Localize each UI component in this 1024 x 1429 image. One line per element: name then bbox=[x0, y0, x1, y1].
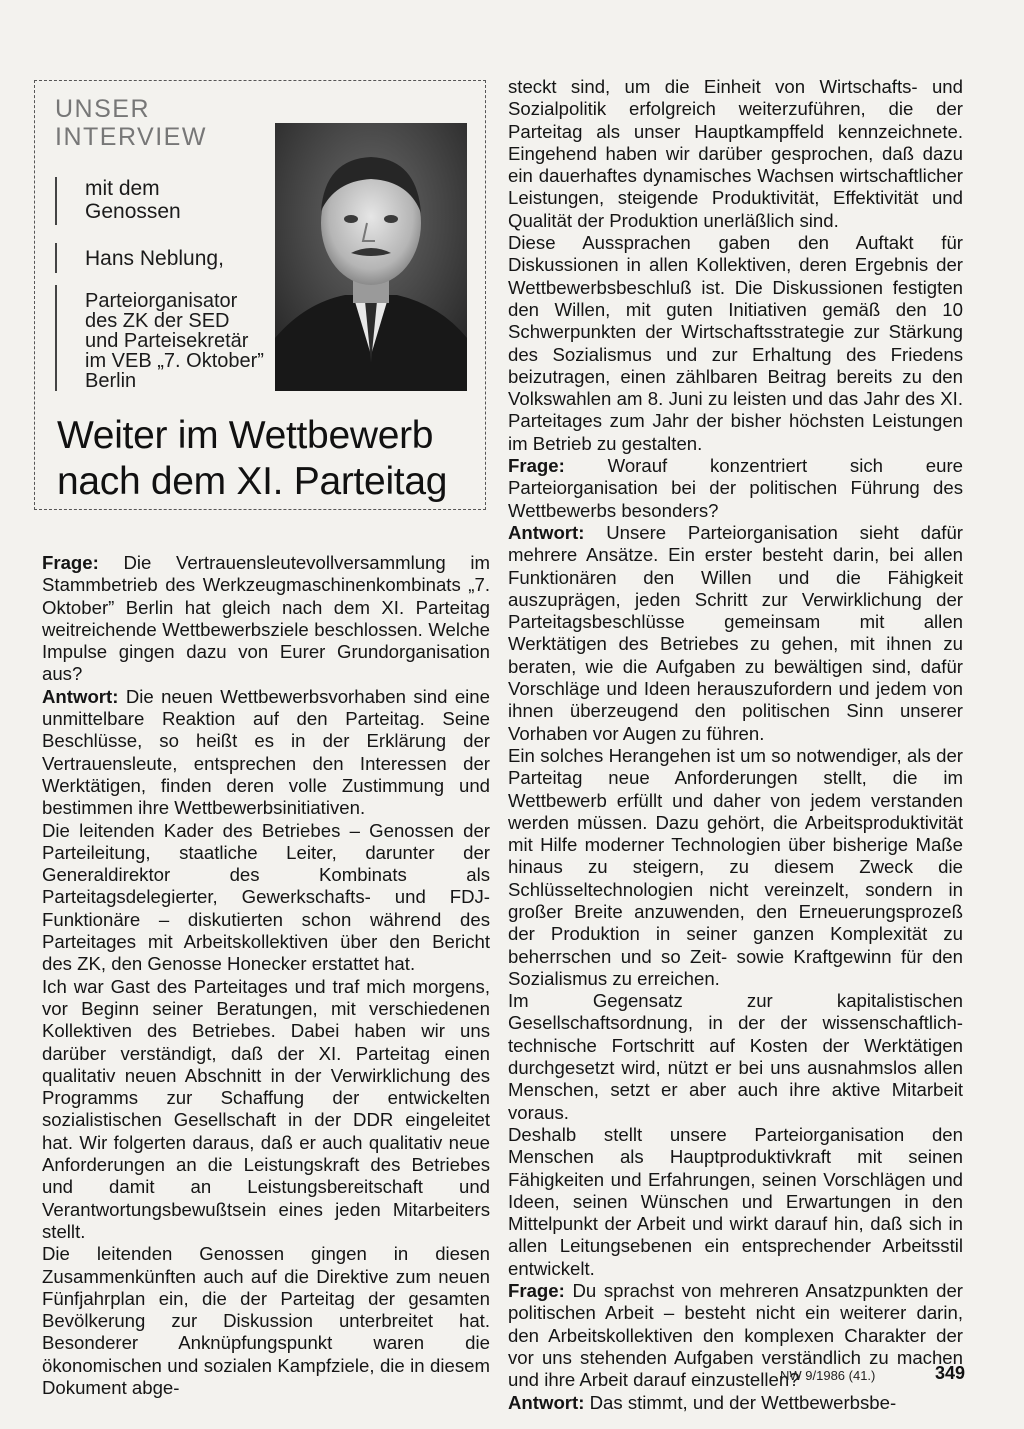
byline-line-2: Genossen bbox=[85, 200, 181, 223]
article-headline bbox=[57, 413, 477, 505]
byline-rule bbox=[55, 177, 57, 225]
paragraph-text: Ich war Gast des Parteitages und traf mich morgens, vor Beginn seiner Beratungen, mit verschiedenen Kollektiven des Betriebes. Dabei haben wir uns darüber verständigt, daß der XI. Parteitag einen qualitativ neuen Abschnitt in der Verwirklichung des Programms zur Schaffung der entwickelten sozialistischen Gesellschaft in der DDR eingeleitet hat. Wir folgerten daraus, daß er auch qualitativ neue Anforderungen an die Leistungskraft des Betriebes und damit an Leistungsbereitschaft und Verantwortungsbewußtsein eines jeden Mitarbeiters stellt. bbox=[42, 975, 490, 1242]
paragraph-text: Die Vertrauensleutevollversammlung im Stammbetrieb des Werkzeugmaschinenkombinats „7. Oktober” Berlin hat gleich nach dem XI. Parteitag weitreichende Wettbewerbsziele beschlossen. Welche Impulse gingen dazu von Eurer Grundorganisation aus? bbox=[42, 552, 490, 685]
interviewee-name: Hans Neblung, bbox=[85, 247, 224, 270]
paragraph-text: Die neuen Wettbewerbsvorhaben sind eine unmittelbare Reaktion auf den Parteitag. Seine Beschlüsse, so heißt es in der Erklärung der Vertrauensleute, entsprechen den Interessen der Werktätigen, finden deren volle Zustimmung und bestimmen ihre Wettbewerbsinitiativen. bbox=[42, 685, 490, 819]
left-column bbox=[42, 552, 490, 1399]
question-label: Frage: bbox=[42, 552, 99, 573]
role-line-3: und Parteisekretär bbox=[85, 330, 249, 352]
paragraph bbox=[508, 232, 963, 455]
paragraph bbox=[42, 976, 490, 1244]
role-line-4: im VEB „7. Oktober” bbox=[85, 350, 264, 372]
byline-intro bbox=[85, 177, 181, 223]
paragraph bbox=[508, 76, 963, 232]
byline-line-1: mit dem bbox=[85, 177, 160, 200]
role-line-5: Berlin bbox=[85, 370, 137, 392]
interviewee-role bbox=[85, 291, 264, 391]
paragraph-text: Ein solches Herangehen ist um so notwendiger, als der Parteitag neue Anforderungen stellt, die im Wettbewerb erfüllt und daher von jedem verstanden werden müssen. Dazu gehört, die Arbeitsproduktivität mit Hilfe moderner Technologien über bisherige Maße hinaus zu steigern, zu diesem Zweck die Schlüsseltechnologien nicht vereinzelt, sondern in großer Breite anzuwenden, den Erneuerungsprozeß der Produktion in seiner ganzen Komplexität zu beherrschen und so Zeit- sowie Kraftgewinn für den Sozialismus zu erreichen. bbox=[508, 744, 963, 989]
answer-label: Antwort: bbox=[508, 521, 585, 543]
interview-kicker bbox=[55, 95, 207, 151]
name-rule bbox=[55, 243, 57, 273]
role-line-1: Parteiorganisator bbox=[85, 290, 238, 312]
paragraph-text: Unsere Parteiorganisation sieht dafür mehrere Ansätze. Ein erster besteht darin, bei allen Funktionären den Willen und die Fähigkeit auszuprägen, jeden Schritt zur Verwirklichung der Parteitagsbeschlüsse gemeinsam mit allen Werktätigen des Betriebes zu gehen, mit ihnen zu beraten, wie die Aufgaben zu bewältigen sind, dafür Vorschläge und Ideen herauszufordern und jedem von ihnen überzeugend den politischen Sinn unserer Vorhaben vor Augen zu führen. bbox=[508, 521, 963, 744]
paragraph bbox=[42, 686, 490, 820]
paragraph bbox=[508, 522, 963, 745]
role-line-2: des ZK der SED bbox=[85, 310, 230, 332]
paragraph bbox=[42, 1243, 490, 1399]
question-label: Frage: bbox=[508, 455, 565, 477]
paragraph-text: Das stimmt, und der Wettbewerbsbe- bbox=[584, 1391, 897, 1413]
paragraph bbox=[508, 745, 963, 990]
kicker-line-2: INTERVIEW bbox=[55, 123, 207, 151]
portrait-photo bbox=[275, 123, 467, 391]
issue-reference: NW 9/1986 (41.) bbox=[780, 1368, 876, 1383]
paragraph bbox=[508, 990, 963, 1124]
right-column bbox=[508, 76, 966, 1414]
paragraph bbox=[508, 1124, 963, 1280]
answer-label: Antwort: bbox=[508, 1391, 585, 1413]
paragraph bbox=[42, 552, 490, 686]
headline-line-2: nach dem XI. Parteitag bbox=[57, 460, 448, 503]
paragraph-text: Diese Aussprachen gaben den Auftakt für Diskussionen in allen Kollektiven, deren Ergebnis der Wettbewerbsbeschluß ist. Die Diskussionen festigten den Willen, mit guten Initiativen gemäß den 10 Schwerpunkten der Wirtschaftsstrategie zur Stärkung des Sozialismus und zur Erhaltung des Friedens beizutragen, einen zählbaren Beitrag bereits zu den Volkswahlen am 8. Juni zu leisten und das Jahr des XI. Parteitages zum Jahr der bisher höchsten Leistungen im Betrieb zu gestalten. bbox=[508, 232, 963, 454]
portrait-illustration bbox=[275, 123, 467, 391]
paragraph-text: Deshalb stellt unsere Parteiorganisation den Menschen als Hauptproduktivkraft mit seinen Fähigkeiten und Erfahrungen, seinen Vorschlägen und Ideen, seinen Wünschen und Erwartungen in den Mittelpunkt der Arbeit und wirkt darauf hin, daß sich in allen Leitungsebenen ein entsprechender Arbeitsstil entwickelt. bbox=[508, 1123, 963, 1279]
paragraph-text: Die leitenden Genossen gingen in diesen Zusammenkünften auch auf die Direktive zum neuen Fünfjahrplan ein, die der Parteitag der gesamten Bevölkerung zur Diskussion unterbreitet hat. Besonderer Anknüpfungspunkt waren die ökonomischen und sozialen Kampfziele, die in diesem Dokument abge- bbox=[42, 1243, 490, 1398]
answer-label: Antwort: bbox=[42, 685, 119, 707]
paragraph bbox=[508, 1392, 963, 1414]
paragraph-text: Im Gegensatz zur kapitalistischen Gesellschaftsordnung, in der der wissenschaftlich-technische Fortschritt auf Kosten der Werktätigen durchgesetzt wird, nützt er bei uns ausnahmslos allen Menschen, setzt er aber auch ihre aktive Mitarbeit voraus. bbox=[508, 990, 963, 1123]
paragraph-text: steckt sind, um die Einheit von Wirtschafts- und Sozialpolitik erfolgreich weiterzuführen, die der Parteitag als unser Hauptkampffeld kennzeichnete. Eingehend haben wir darüber gesprochen, daß dazu ein dauerhaftes dynamisches Wachsen wirtschaftlicher Leistungen, steigende Produktivität, Effektivität und Qualität der Produktion unerläßlich sind. bbox=[508, 76, 963, 231]
headline-line-1: Weiter im Wettbewerb bbox=[57, 414, 434, 457]
page-number: 349 bbox=[935, 1363, 966, 1383]
role-rule bbox=[55, 285, 57, 391]
paragraph-text: Worauf konzentriert sich eure Parteiorganisation bei der politischen Führung des Wettbewerbs besonders? bbox=[508, 455, 963, 521]
kicker-line-1: UNSER bbox=[55, 95, 151, 123]
paragraph bbox=[508, 455, 963, 522]
paragraph bbox=[508, 1280, 966, 1391]
paragraph-text: Du sprachst von mehreren Ansatzpunkten der politischen Arbeit – besteht nicht ein weiterer darin, den Arbeitskollektiven den komplexen Charakter der vor uns stehenden Aufgaben verständlich zu machen und ihre Arbeit darauf einzustellen? bbox=[508, 1280, 963, 1391]
question-label: Frage: bbox=[508, 1280, 565, 1302]
interview-box bbox=[34, 80, 486, 510]
paragraph-text: Die leitenden Kader des Betriebes – Genossen der Parteileitung, staatliche Leiter, darunter der Generaldirektor des Kombinats als Parteitagsdelegierter, Gewerkschafts- und FDJ-Funktionäre – diskutierten schon während des Parteitages mit Arbeitskollektiven über den Bericht des ZK, den Genosse Honecker erstattet hat. bbox=[42, 819, 490, 975]
paragraph bbox=[42, 820, 490, 976]
